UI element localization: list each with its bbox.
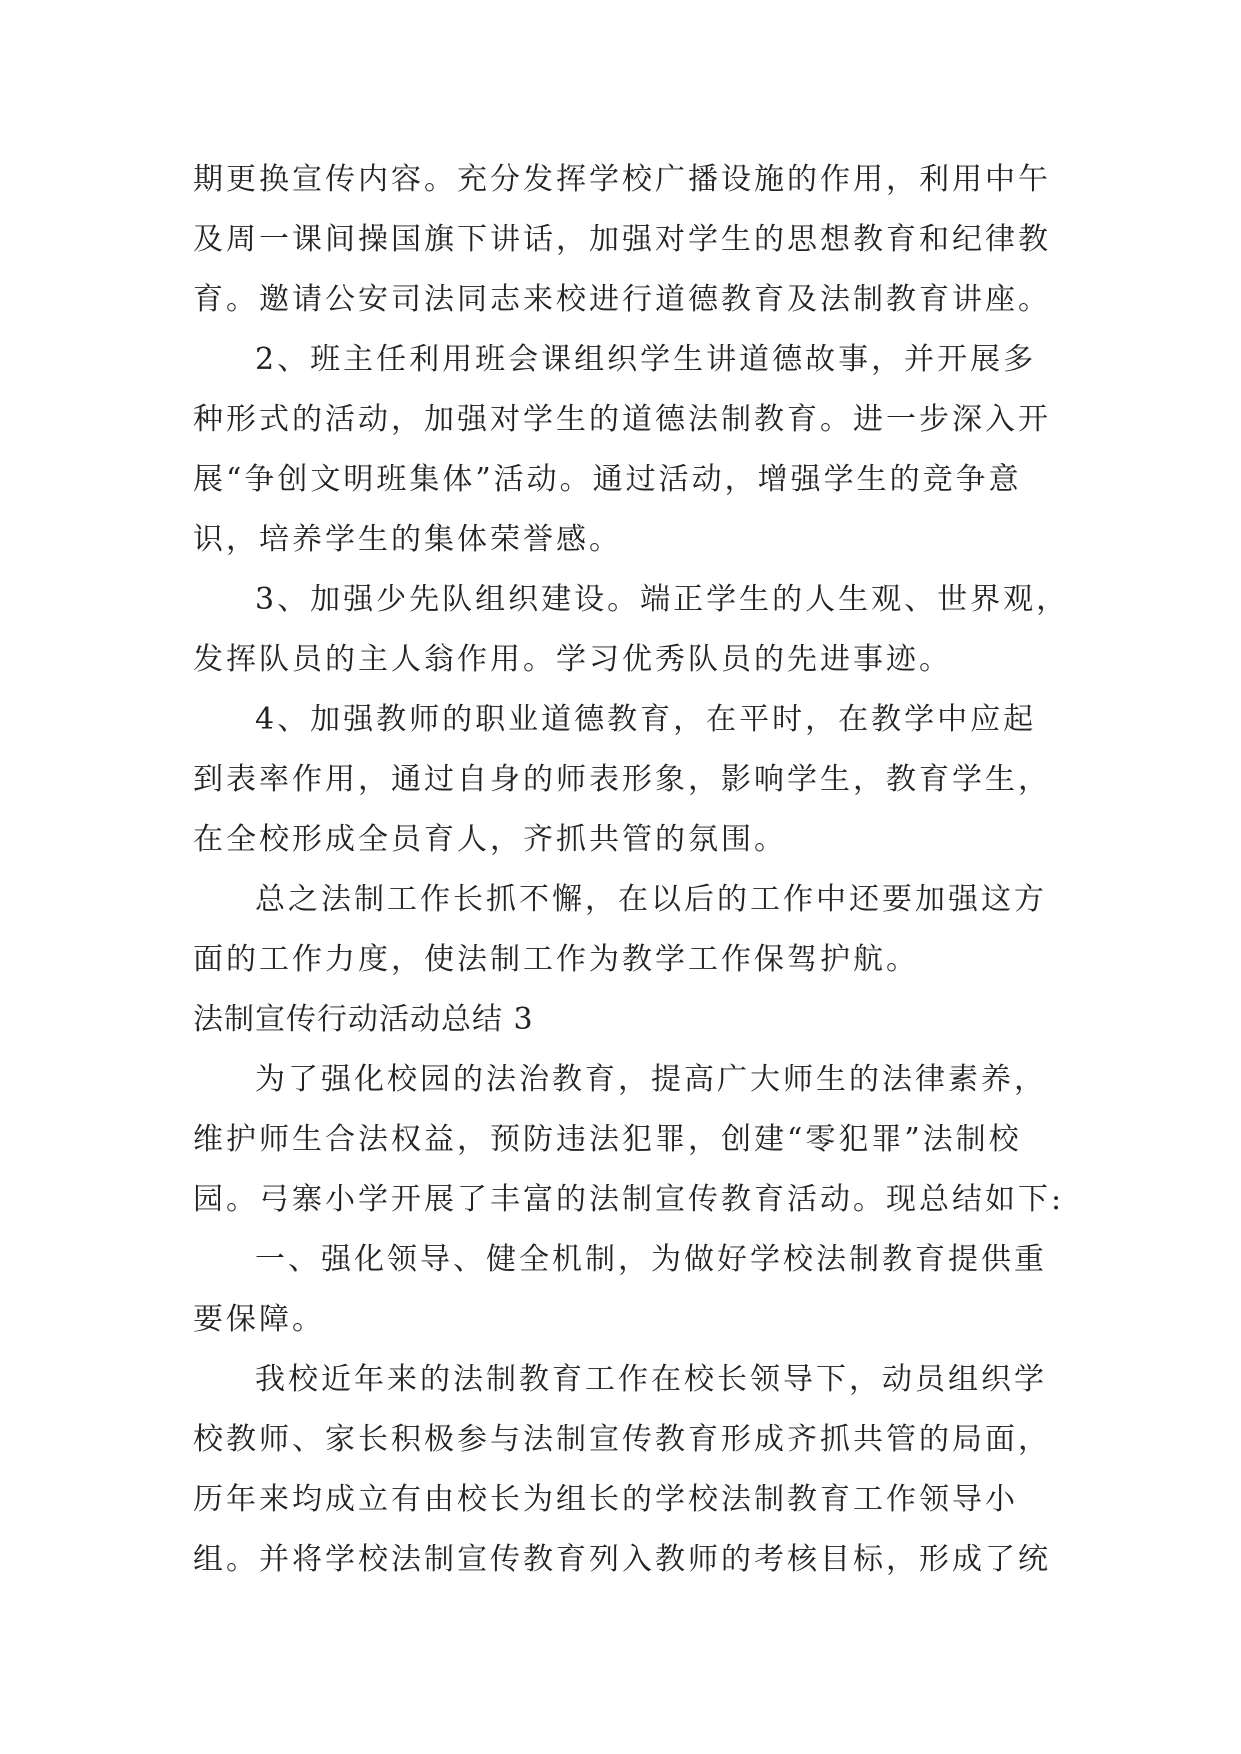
section-heading: 法制宣传行动活动总结 3 [193, 1002, 534, 1037]
body-line: 园。弓寨小学开展了丰富的法制宣传教育活动。现总结如下: [193, 1182, 1065, 1217]
paragraph-start-line: 总之法制工作长抓不懈，在以后的工作中还要加强这方 [255, 882, 1047, 917]
body-line: 到表率作用，通过自身的师表形象，影响学生，教育学生， [193, 762, 1051, 797]
body-line: 校教师、家长积极参与法制宣传教育形成齐抓共管的局面， [193, 1422, 1051, 1457]
body-line: 及周一课间操国旗下讲话，加强对学生的思想教育和纪律教 [193, 222, 1051, 257]
body-line: 要保障。 [193, 1302, 325, 1337]
paragraph-start-line: 一、强化领导、健全机制，为做好学校法制教育提供重 [255, 1242, 1047, 1277]
body-line: 识，培养学生的集体荣誉感。 [193, 522, 622, 557]
body-line: 组。并将学校法制宣传教育列入教师的考核目标，形成了统 [193, 1542, 1051, 1577]
body-line: 面的工作力度，使法制工作为教学工作保驾护航。 [193, 942, 919, 977]
body-line: 发挥队员的主人翁作用。学习优秀队员的先进事迹。 [193, 642, 952, 677]
body-line: 种形式的活动，加强对学生的道德法制教育。进一步深入开 [193, 402, 1051, 437]
document-body [193, 150, 1073, 1590]
paragraph-start-line: 为了强化校园的法治教育，提高广大师生的法律素养， [255, 1062, 1047, 1097]
paragraph-start-line: 2、班主任利用班会课组织学生讲道德故事，并开展多 [255, 342, 1037, 377]
body-line: 历年来均成立有由校长为组长的学校法制教育工作领导小 [193, 1482, 1018, 1517]
body-line: 在全校形成全员育人，齐抓共管的氛围。 [193, 822, 787, 857]
body-line: 育。邀请公安司法同志来校进行道德教育及法制教育讲座。 [193, 282, 1051, 317]
paragraph-start-line: 4、加强教师的职业道德教育，在平时，在教学中应起 [255, 702, 1037, 737]
body-line: 期更换宣传内容。充分发挥学校广播设施的作用，利用中午 [193, 162, 1051, 197]
body-line: 展“争创文明班集体”活动。通过活动，增强学生的竞争意 [193, 462, 1022, 497]
body-line: 维护师生合法权益，预防违法犯罪，创建“零犯罪”法制校 [193, 1122, 1022, 1157]
paragraph-start-line: 3、加强少先队组织建设。端正学生的人生观、世界观， [255, 582, 1070, 617]
paragraph-start-line: 我校近年来的法制教育工作在校长领导下，动员组织学 [255, 1362, 1047, 1397]
